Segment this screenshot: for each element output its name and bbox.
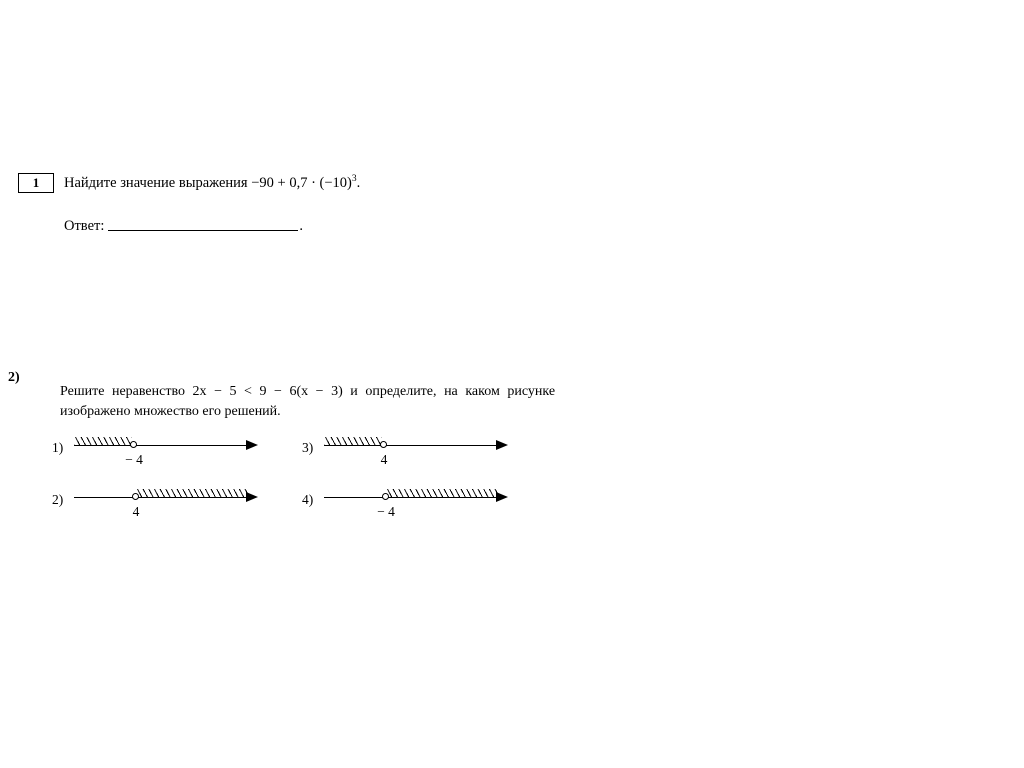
t2-w1: Решите [60, 384, 105, 399]
t2-w5: на [444, 384, 458, 399]
option-2-label: 2) [52, 492, 64, 507]
shaded-region [386, 489, 498, 498]
option-1-label: 1) [52, 440, 64, 455]
option-1-tick-label: − 4 [125, 452, 143, 467]
t2-w7: рисунке [507, 384, 556, 399]
task-1-statement [64, 170, 964, 192]
task-1-exponent: 3 [351, 174, 357, 184]
option-3-number-line [324, 432, 514, 476]
option-3-label: 3) [302, 440, 314, 455]
option-1-number-line [74, 432, 264, 476]
task-2-inequality: 2x − 5 < 9 − 6(x − 3) [192, 384, 343, 399]
task-2 [60, 382, 580, 422]
task-1-body [64, 170, 964, 235]
t2-w3: и [350, 384, 358, 399]
open-point-icon [130, 441, 137, 448]
shaded-region [136, 489, 248, 498]
option-2[interactable] [52, 484, 302, 532]
answer-label: Ответ: [64, 217, 105, 234]
option-4-number-line [324, 484, 514, 528]
shaded-region [324, 437, 382, 446]
option-4-tick-label: − 4 [377, 504, 395, 519]
t2-w4: определите, [365, 384, 437, 399]
option-4-label: 4) [302, 492, 314, 507]
axis-arrow-icon [246, 440, 258, 450]
shaded-region [74, 437, 132, 446]
task-1-number: 1 [18, 173, 54, 193]
task-1-period: . [356, 174, 361, 191]
t2-w2: неравенство [111, 384, 185, 399]
task-1-expression: −90 + 0,7 · (−10) [251, 174, 352, 191]
open-point-icon [132, 493, 139, 500]
option-2-number-line [74, 484, 264, 528]
option-4[interactable] [302, 484, 552, 532]
open-point-icon [382, 493, 389, 500]
option-2-tick-label: 4 [132, 504, 140, 519]
t2-w6: каком [465, 384, 500, 399]
task-2-marker: 2) [8, 370, 20, 385]
axis-arrow-icon [496, 440, 508, 450]
option-1[interactable] [52, 432, 302, 480]
task-2-statement-line-2: изображено множество его решений. [60, 404, 281, 419]
task-1-statement-text: Найдите значение выражения [64, 174, 248, 191]
task-2-statement-line-1 [60, 382, 555, 402]
open-point-icon [380, 441, 387, 448]
option-3-tick-label: 4 [380, 452, 388, 467]
answer-input[interactable] [108, 218, 298, 231]
option-3[interactable] [302, 432, 552, 480]
answer-period: . [299, 217, 303, 234]
task-1-answer-line [64, 218, 964, 235]
